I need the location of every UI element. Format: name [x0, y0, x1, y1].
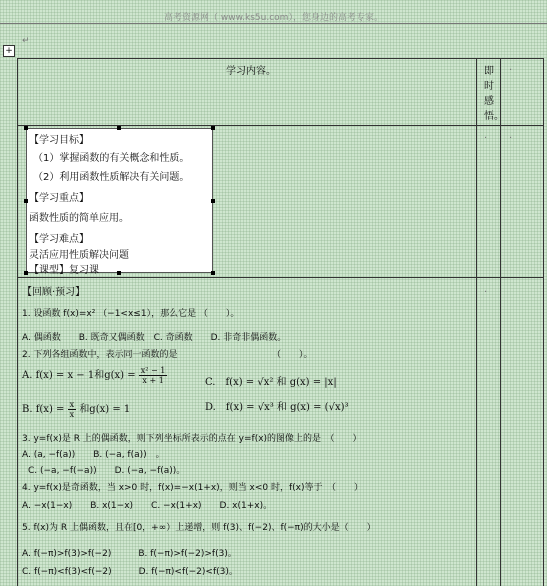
resize-handle[interactable]: [211, 199, 215, 203]
difficulty-heading: 【学习难点】: [29, 234, 89, 245]
question-3: 3. y=f(x)是 R 上的偶函数，则下列坐标所表示的点在 y=f(x)的图像上的是 （ ）: [22, 434, 362, 444]
paragraph-mark-icon: ↵: [22, 36, 30, 46]
header-rule: [0, 23, 547, 24]
question-5-options-ab: A. f(−π)>f(3)>f(−2) B. f(−π)>f(−2)>f(3)。: [22, 549, 237, 559]
goal-item-2: （2）利用函数性质解决有关问题。: [33, 172, 190, 183]
cell-end-mark: .: [509, 62, 513, 73]
page-header: 高考资源网（ www.ks5u.com），您身边的高考专家。: [164, 13, 383, 23]
resize-handle[interactable]: [24, 199, 28, 203]
question-5-options-cd: C. f(−π)<f(3)<f(−2) D. f(−π)<f(−2)<f(3)。: [22, 567, 238, 577]
question-2-option-c: C. f(x) = √x² 和 g(x) = |x|: [205, 377, 337, 388]
question-1: 1. 设函数 f(x)=x² （−1<x≤1），那么它是 （ ）。: [22, 309, 240, 319]
column-title-side-3: 感: [484, 96, 494, 107]
table-move-handle-icon[interactable]: +: [3, 45, 15, 57]
key-text: 函数性质的简单应用。: [29, 213, 129, 224]
question-1-options: A. 偶函数 B. 既奇又偶函数 C. 奇函数 D. 非奇非偶函数。: [22, 333, 287, 343]
question-4: 4. y=f(x)是奇函数，当 x>0 时，f(x)=−x(1+x)，则当 x<0 时，f(x)等于 （ ）: [22, 483, 364, 493]
cell-end-mark: .: [484, 130, 488, 141]
difficulty-text: 灵活应用性质解决问题: [29, 250, 129, 261]
resize-handle[interactable]: [211, 126, 215, 130]
column-title-side-2: 时: [484, 81, 494, 92]
resize-handle[interactable]: [24, 126, 28, 130]
column-title-side-1: 即: [484, 66, 494, 77]
column-title-content: 学习内容。: [226, 66, 276, 77]
question-3-options-cd: C. (−a, −f(−a)) D. (−a, −f(a))。: [28, 466, 186, 476]
question-5: 5. f(x)为 R 上偶函数，且在[0，+∞）上递增，则 f(3)、f(−2)、f(−π)的大小是（ ）: [22, 523, 376, 533]
resize-handle[interactable]: [117, 271, 121, 275]
lesson-type: 【课型】复习课: [29, 265, 99, 276]
review-heading: 【回顾·预习】: [22, 287, 86, 298]
question-2-option-d: D. f(x) = √x³ 和 g(x) = (√x)³: [205, 402, 349, 413]
goal-heading: 【学习目标】: [29, 135, 89, 146]
cell-end-mark: .: [484, 284, 488, 295]
key-heading: 【学习重点】: [29, 193, 89, 204]
column-title-side-4: 悟。: [484, 111, 504, 122]
question-2-option-b: B. f(x) = $\frac{x}{x}$ 和g(x) = 1: [22, 400, 131, 419]
resize-handle[interactable]: [24, 271, 28, 275]
objectives-text-box[interactable]: [26, 128, 213, 276]
question-4-options: A. −x(1−x) B. x(1−x) C. −x(1+x) D. x(1+x)。: [22, 501, 273, 511]
cell-end-mark: .: [509, 130, 513, 141]
question-2: 2. 下列各组函数中，表示同一函数的是 （ ）。: [22, 350, 313, 360]
question-3-options-ab: A. (a, −f(a)) B. (−a, f(a)) 。: [22, 450, 165, 460]
resize-handle[interactable]: [117, 126, 121, 130]
question-2-option-a: A. f(x) = x − 1和g(x) = $\frac{\text{x² − 1}}{x + 1}$: [22, 366, 166, 385]
goal-item-1: （1）掌握函数的有关概念和性质。: [33, 153, 190, 164]
resize-handle[interactable]: [211, 271, 215, 275]
